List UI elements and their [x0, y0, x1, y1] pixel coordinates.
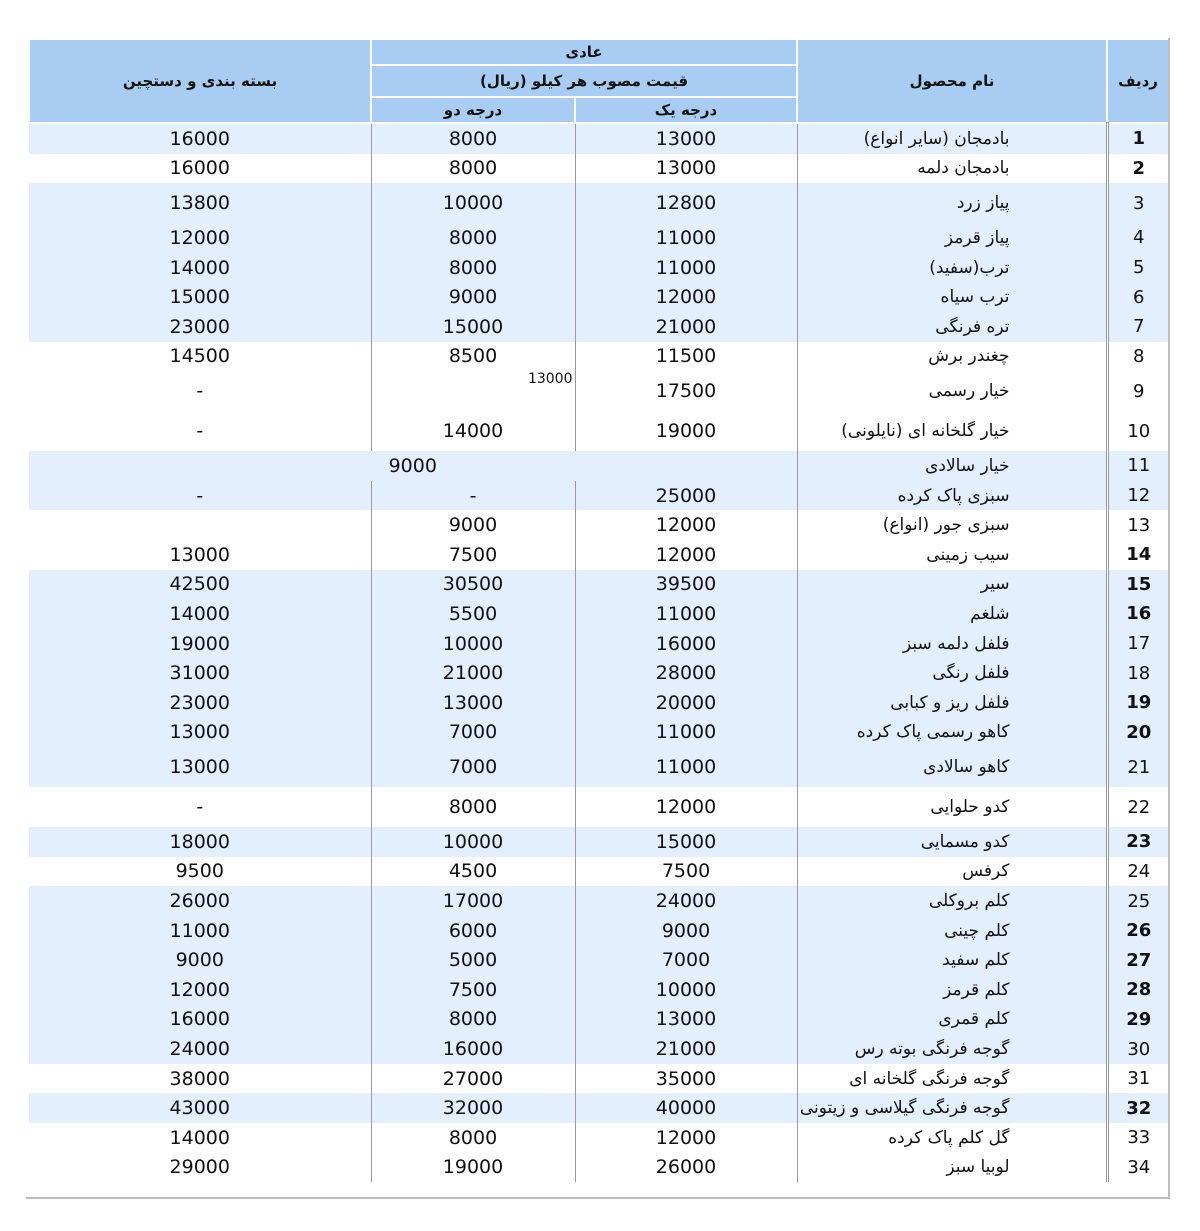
- row-number-cell: 15: [1107, 570, 1169, 600]
- packaging-price-cell: 16000: [29, 1005, 371, 1035]
- grade-1-price-cell: 12000: [575, 1123, 797, 1153]
- product-name-cell: کلم سفید: [797, 945, 1107, 975]
- product-name-cell: کلم قرمز: [797, 975, 1107, 1005]
- row-number-cell: 19: [1107, 688, 1169, 718]
- product-name-cell: سبزی جور (انواع): [797, 510, 1107, 540]
- grade-2-price-cell: 5500: [371, 599, 575, 629]
- packaging-price-cell: -: [196, 380, 204, 403]
- packaging-price-cell: 24000: [29, 1034, 371, 1064]
- grade-1-price-cell: 28000: [575, 658, 797, 688]
- row-number-cell: 11: [1107, 451, 1169, 481]
- table-row: [29, 747, 1169, 787]
- row-number-cell: 25: [1107, 886, 1169, 916]
- table-row: [29, 857, 1169, 887]
- packaging-price-cell: 18000: [29, 827, 371, 857]
- grade-1-price-cell: 13000: [575, 154, 797, 184]
- row-number-cell: 28: [1107, 975, 1169, 1005]
- grade-1-price-cell: 16000: [575, 629, 797, 659]
- header-product-name: نام محصول: [797, 39, 1107, 123]
- table-row: [29, 123, 1169, 154]
- product-name-cell: کرفس: [797, 857, 1107, 887]
- grade-1-price-cell: 12000: [575, 510, 797, 540]
- grade-2-price-cell: 10000: [371, 629, 575, 659]
- row-number-cell: 16: [1107, 599, 1169, 629]
- row-number-cell: 8: [1107, 342, 1169, 372]
- product-name-cell: پیاز زرد: [797, 183, 1107, 223]
- grade-1-price-cell: 21000: [575, 312, 797, 342]
- packaging-price-cell: 14000: [29, 253, 371, 283]
- row-number-cell: 30: [1107, 1034, 1169, 1064]
- grade-2-price-cell: 27000: [371, 1064, 575, 1094]
- table-row: [29, 510, 1169, 540]
- packaging-price-cell: 16000: [29, 123, 371, 154]
- row-number-cell: 13: [1107, 510, 1169, 540]
- product-name-cell: کدو حلوایی: [797, 787, 1107, 827]
- grade-2-price-cell: 14000: [371, 411, 575, 451]
- grade-2-price-cell: 8000: [371, 1005, 575, 1035]
- product-name-cell: فلفل ریز و کبابی: [797, 688, 1107, 718]
- grade-1-price-cell: 12800: [575, 183, 797, 223]
- product-name-cell: چغندر برش: [797, 342, 1107, 372]
- grade-2-price-cell: 10000: [371, 183, 575, 223]
- grade-2-price-cell: 7000: [371, 718, 575, 748]
- product-name-cell: بادمجان (سایر انواع): [797, 123, 1107, 154]
- grade-2-price-cell: 8000: [371, 154, 575, 184]
- packaging-price-cell: 12000: [29, 223, 371, 253]
- grade-1-price-cell: 12000: [575, 282, 797, 312]
- grade-2-price-cell: 21000: [371, 658, 575, 688]
- row-number-cell: 22: [1107, 787, 1169, 827]
- grade-2-price-cell: 7000: [371, 747, 575, 787]
- row-number-cell: 6: [1107, 282, 1169, 312]
- packaging-price-cell: 12000: [29, 975, 371, 1005]
- grade-2-price-cell: 9000: [371, 282, 575, 312]
- price-sheet: [28, 38, 1168, 1182]
- packaging-price-cell: 13000: [169, 543, 230, 566]
- grade-2-price-cell: 7500: [371, 540, 575, 570]
- row-number-cell: 26: [1107, 916, 1169, 946]
- table-row: [29, 916, 1169, 946]
- row-number-cell: 18: [1107, 658, 1169, 688]
- frame-border-bottom: [26, 1197, 1170, 1199]
- row-number-cell: 4: [1107, 223, 1169, 253]
- table-row: [29, 540, 1169, 570]
- packaging-price-cell: 13000: [29, 718, 371, 748]
- header-grade-2: درجه دو: [371, 97, 575, 123]
- row-number-cell: 20: [1107, 718, 1169, 748]
- grade-2-price-cell: 7500: [371, 975, 575, 1005]
- product-name-cell: بادمجان دلمه: [797, 154, 1107, 184]
- frame-border-right: [1168, 38, 1170, 1198]
- packaging-price-cell: 38000: [169, 1067, 230, 1090]
- row-number-cell: 34: [1107, 1153, 1169, 1183]
- table-row: [29, 1064, 1169, 1094]
- product-name-cell: کلم قمری: [797, 1005, 1107, 1035]
- packaging-price-cell: 14000: [169, 1126, 230, 1149]
- grade-1-price-cell: 21000: [575, 1034, 797, 1064]
- row-number-cell: 24: [1107, 857, 1169, 887]
- row-number-cell: 17: [1107, 629, 1169, 659]
- table-row: [29, 718, 1169, 748]
- grade-2-price-cell: 13000: [371, 688, 575, 718]
- table-row: [29, 570, 1169, 600]
- packaging-price-cell: [29, 510, 371, 540]
- row-number-cell: 31: [1107, 1064, 1169, 1094]
- packaging-price-cell: 42500: [29, 570, 371, 600]
- packaging-price-cell: 23000: [29, 312, 371, 342]
- product-name-cell: سیب زمینی: [797, 540, 1107, 570]
- product-name-cell: خیار گلخانه ای (نایلونی): [797, 411, 1107, 451]
- row-number-cell: 27: [1107, 945, 1169, 975]
- row-number-cell: 12: [1107, 481, 1169, 511]
- grade-1-price-cell: 17500: [575, 371, 797, 411]
- grade-1-price-cell: 11500: [575, 342, 797, 372]
- grade-2-price-cell: 9000: [371, 510, 575, 540]
- table-row: [29, 945, 1169, 975]
- packaging-price-cell: -: [196, 796, 204, 819]
- grade-2-price-cell: 5000: [371, 945, 575, 975]
- product-name-cell: خیار رسمی: [797, 371, 1107, 411]
- table-row: [29, 1034, 1169, 1064]
- grade-2-price-cell: 4500: [371, 857, 575, 887]
- product-name-cell: شلغم: [797, 599, 1107, 629]
- table-row: [29, 411, 1169, 451]
- product-name-cell: گوجه فرنگی بوته رس: [797, 1034, 1107, 1064]
- product-name-cell: فلفل رنگی: [797, 658, 1107, 688]
- grade-2-price-cell: 15000: [371, 312, 575, 342]
- grade-1-price-cell: 13000: [575, 1005, 797, 1035]
- table-row: [29, 371, 1169, 411]
- table-row: [29, 599, 1169, 629]
- table-row: [29, 1005, 1169, 1035]
- grade-1-price-cell: 19000: [575, 411, 797, 451]
- row-number-cell: 23: [1107, 827, 1169, 857]
- grade-1-price-cell: 12000: [575, 787, 797, 827]
- header-grade-1: درجه یک: [575, 97, 797, 123]
- row-number-cell: 3: [1107, 183, 1169, 223]
- table-row: [29, 223, 1169, 253]
- product-name-cell: فلفل دلمه سبز: [797, 629, 1107, 659]
- grade-1-price-cell: 10000: [575, 975, 797, 1005]
- grade-1-price-cell: 7500: [575, 857, 797, 887]
- table-row: [29, 1153, 1169, 1183]
- grade-1-price-cell: 9000: [575, 916, 797, 946]
- packaging-price-cell: -: [29, 481, 371, 511]
- grade-2-price-cell: -: [371, 481, 575, 511]
- table-row: [29, 282, 1169, 312]
- grade-1-price-cell: 13000: [575, 123, 797, 154]
- product-name-cell: تره فرنگی: [797, 312, 1107, 342]
- product-name-cell: کدو مسمایی: [797, 827, 1107, 857]
- grade-2-price-cell: 8000: [371, 123, 575, 154]
- row-number-cell: 9: [1107, 371, 1169, 411]
- row-number-cell: 32: [1107, 1093, 1169, 1123]
- table-row: [29, 688, 1169, 718]
- grade-2-price-cell: 8000: [371, 223, 575, 253]
- grade-2-price-cell: 8500: [371, 342, 575, 372]
- grade-1-price-cell: 26000: [575, 1153, 797, 1183]
- packaging-price-cell: 43000: [29, 1093, 371, 1123]
- header-packaging: بسته بندی و دستچین: [29, 39, 371, 123]
- packaging-price-cell: 14500: [169, 345, 230, 368]
- table-row: [29, 481, 1169, 511]
- grade-1-price-cell: 11000: [575, 253, 797, 283]
- table-row: [29, 1123, 1169, 1153]
- packaging-price-cell: 11000: [29, 916, 371, 946]
- grade-2-price-cell: 6000: [371, 916, 575, 946]
- table-row: [29, 827, 1169, 857]
- packaging-price-cell: 29000: [169, 1156, 230, 1179]
- grade-2-price-cell: 19000: [371, 1153, 575, 1183]
- product-name-cell: کاهو سالادی: [797, 747, 1107, 787]
- packaging-price-cell: 15000: [29, 282, 371, 312]
- table-row: [29, 975, 1169, 1005]
- grade-2-price-cell: 30500: [371, 570, 575, 600]
- table-header: [29, 39, 1169, 123]
- packaging-price-cell: 19000: [29, 629, 371, 659]
- packaging-price-cell: 14000: [29, 599, 371, 629]
- grade-2-price-cell: 32000: [371, 1093, 575, 1123]
- grade-1-price-cell: 35000: [575, 1064, 797, 1094]
- table-row: [29, 183, 1169, 223]
- header-price-caption: قیمت مصوب هر کیلو (ریال): [371, 65, 797, 97]
- table-row: [29, 253, 1169, 283]
- grade-1-price-cell: 11000: [575, 223, 797, 253]
- grade-2-price-cell: 16000: [371, 1034, 575, 1064]
- product-name-cell: کلم چینی: [797, 916, 1107, 946]
- packaging-price-cell: 13000: [29, 747, 371, 787]
- table-row: [29, 312, 1169, 342]
- product-name-cell: کلم بروکلی: [797, 886, 1107, 916]
- packaging-price-cell: 9500: [175, 860, 224, 883]
- merged-price-cell: 9000: [29, 451, 797, 481]
- row-number-cell: 21: [1107, 747, 1169, 787]
- grade-1-price-cell: 39500: [575, 570, 797, 600]
- row-number-cell: 33: [1107, 1123, 1169, 1153]
- packaging-price-cell: 13800: [29, 183, 371, 223]
- table-row: [29, 1093, 1169, 1123]
- row-number-cell: 7: [1107, 312, 1169, 342]
- grade-1-price-cell: 15000: [575, 827, 797, 857]
- grade-1-price-cell: 11000: [575, 747, 797, 787]
- grade-1-price-cell: 12000: [575, 540, 797, 570]
- table-row: [29, 154, 1169, 184]
- product-name-cell: گل کلم پاک کرده: [797, 1123, 1107, 1153]
- grade-2-price-cell: 8000: [371, 1123, 575, 1153]
- row-number-cell: 1: [1107, 123, 1169, 154]
- price-table: [28, 38, 1170, 1182]
- table-row: [29, 451, 1169, 481]
- grade-1-price-cell: 7000: [575, 945, 797, 975]
- grade-2-price-cell: 17000: [371, 886, 575, 916]
- header-row-no: ردیف: [1107, 39, 1169, 123]
- product-name-cell: سبزی پاک کرده: [797, 481, 1107, 511]
- row-number-cell: 5: [1107, 253, 1169, 283]
- product-name-cell: پیاز قرمز: [797, 223, 1107, 253]
- grade-1-price-cell: 11000: [575, 599, 797, 629]
- product-name-cell: سیر: [797, 570, 1107, 600]
- product-name-cell: ترب سیاه: [797, 282, 1107, 312]
- product-name-cell: گوجه فرنگی گیلاسی و زیتونی: [797, 1093, 1107, 1123]
- table-body: [29, 123, 1169, 1182]
- row-number-cell: 29: [1107, 1005, 1169, 1035]
- grade-2-price-cell: 13000: [371, 371, 575, 411]
- grade-1-price-cell: 25000: [575, 481, 797, 511]
- product-name-cell: لوبیا سبز: [797, 1153, 1107, 1183]
- row-number-cell: 10: [1107, 411, 1169, 451]
- packaging-price-cell: 23000: [29, 688, 371, 718]
- product-name-cell: خیار سالادی: [797, 451, 1107, 481]
- product-name-cell: ترب(سفید): [797, 253, 1107, 283]
- packaging-price-cell: -: [196, 420, 204, 443]
- grade-1-price-cell: 20000: [575, 688, 797, 718]
- grade-2-price-cell: 8000: [371, 253, 575, 283]
- table-row: [29, 342, 1169, 372]
- packaging-price-cell: 31000: [29, 658, 371, 688]
- grade-1-price-cell: 11000: [575, 718, 797, 748]
- table-row: [29, 787, 1169, 827]
- table-row: [29, 658, 1169, 688]
- product-name-cell: گوجه فرنگی گلخانه ای: [797, 1064, 1107, 1094]
- grade-2-price-cell: 10000: [371, 827, 575, 857]
- table-row: [29, 886, 1169, 916]
- packaging-price-cell: 26000: [29, 886, 371, 916]
- grade-2-price-cell: 8000: [371, 787, 575, 827]
- product-name-cell: کاهو رسمی پاک کرده: [797, 718, 1107, 748]
- grade-1-price-cell: 24000: [575, 886, 797, 916]
- table-row: [29, 629, 1169, 659]
- header-group: عادی: [371, 39, 797, 65]
- grade-1-price-cell: 40000: [575, 1093, 797, 1123]
- row-number-cell: 14: [1107, 540, 1169, 570]
- packaging-price-cell: 16000: [169, 157, 230, 180]
- row-number-cell: 2: [1107, 154, 1169, 184]
- packaging-price-cell: 9000: [29, 945, 371, 975]
